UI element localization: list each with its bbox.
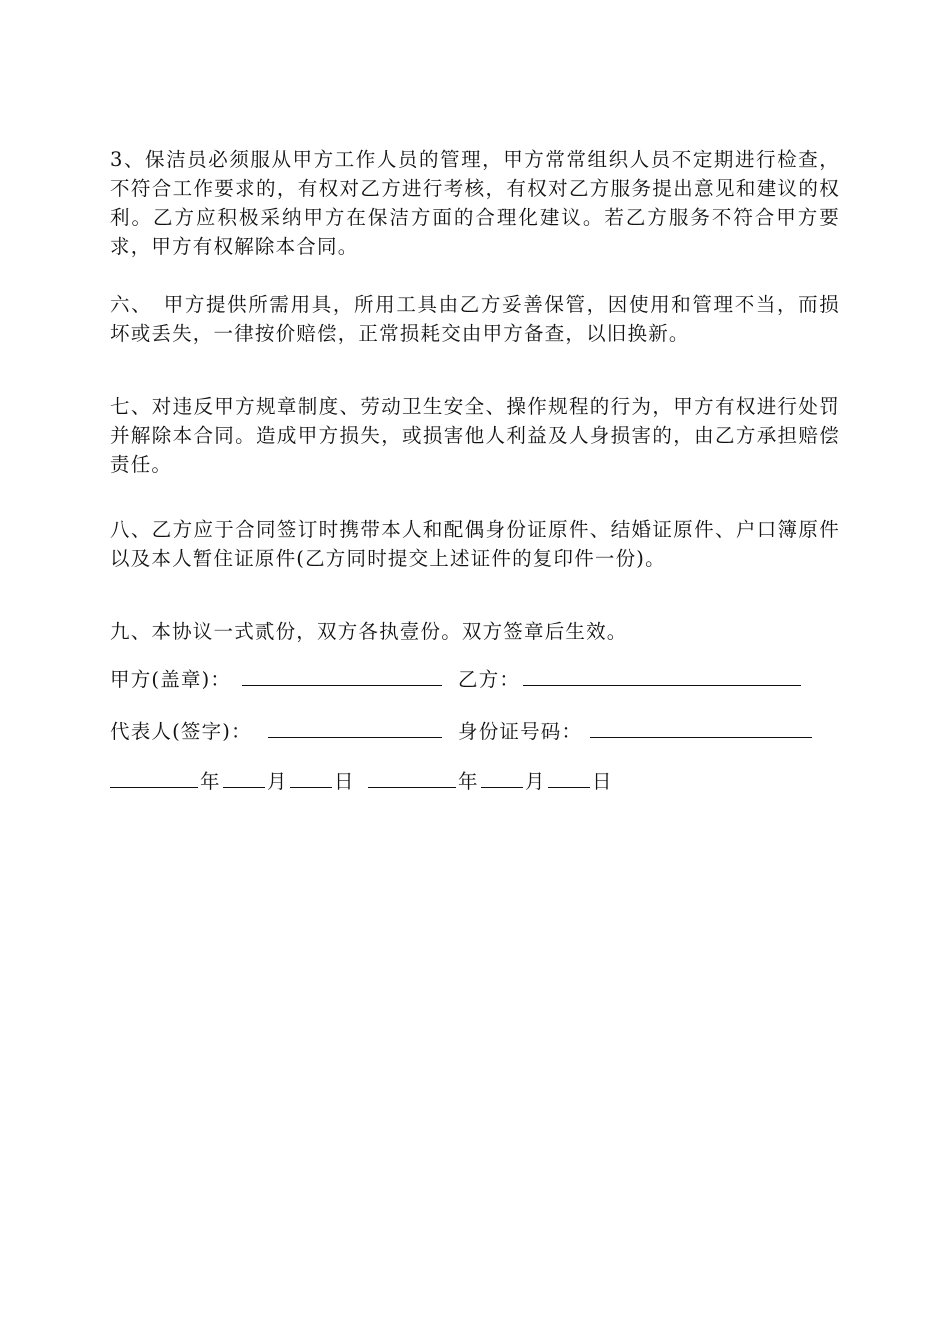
clause-9: 九、本协议一式贰份，双方各执壹份。双方签章后生效。 [110, 620, 628, 643]
representative-blank[interactable] [268, 717, 442, 747]
date-a-month-blank[interactable] [223, 767, 265, 797]
date-b-year-label: 年 [458, 770, 479, 793]
date-b-day-blank[interactable] [548, 767, 590, 797]
date-b-day-label: 日 [592, 770, 613, 793]
clause-3: 3、保洁员必须服从甲方工作人员的管理，甲方常常组织人员不定期进行检查，不符合工作要求的，有权对乙方进行考核，有权对乙方服务提出意见和建议的权利。乙方应积极采纳甲方在保洁方面的合理化建议。若乙方服务不符合甲方要求，甲方有权解除本合同。 [110, 148, 840, 258]
id-number-blank[interactable] [590, 717, 812, 747]
party-a-blank[interactable] [242, 665, 442, 695]
clause-7: 七、对违反甲方规章制度、劳动卫生安全、操作规程的行为，甲方有权进行处罚并解除本合同。造成甲方损失，或损害他人利益及人身损害的，由乙方承担赔偿责任。 [110, 395, 840, 476]
date-a-year-blank[interactable] [110, 767, 198, 797]
signature-row-parties [110, 665, 850, 695]
date-b-month-label: 月 [525, 770, 546, 793]
date-a-day-blank[interactable] [290, 767, 332, 797]
date-a-month-label: 月 [267, 770, 288, 793]
id-number-label: 身份证号码： [458, 720, 583, 743]
party-b-label: 乙方： [458, 668, 521, 691]
clause-8: 八、乙方应于合同签订时携带本人和配偶身份证原件、结婚证原件、户口簿原件以及本人暂住证原件(乙方同时提交上述证件的复印件一份)。 [110, 518, 840, 570]
representative-label: 代表人(签字)： [110, 720, 252, 743]
party-a-label: 甲方(盖章)： [110, 668, 232, 691]
date-a-day-label: 日 [334, 770, 355, 793]
date-b-year-blank[interactable] [368, 767, 456, 797]
clause-6: 六、 甲方提供所需用具，所用工具由乙方妥善保管，因使用和管理不当，而损坏或丢失，一律按价赔偿，正常损耗交由甲方备查，以旧换新。 [110, 293, 840, 345]
party-b-blank[interactable] [523, 665, 801, 695]
date-a-year-label: 年 [200, 770, 221, 793]
signature-row-dates [110, 767, 850, 797]
signature-row-representatives [110, 717, 850, 747]
date-b-month-blank[interactable] [481, 767, 523, 797]
